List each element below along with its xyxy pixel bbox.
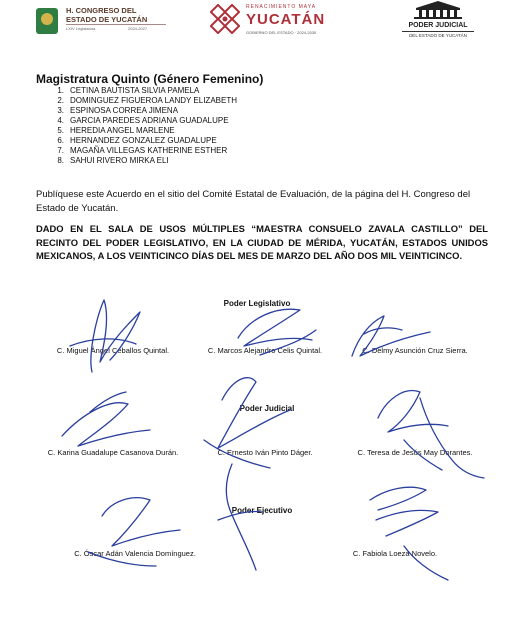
signatory-name: C. Marcos Alejandro Celis Quintal. <box>207 346 323 355</box>
heading-poder-ejecutivo: Poder Ejecutivo <box>231 506 293 515</box>
poder-judicial-divider <box>402 31 474 32</box>
list-item: 2. DOMINGUEZ FIGUEROA LANDY ELIZABETH <box>57 96 237 105</box>
congreso-period: 2024-2027 <box>128 26 148 31</box>
signatory-name: C. Óscar Adán Valencia Domínguez. <box>74 549 196 558</box>
candidate-list <box>36 86 237 166</box>
signature-may <box>378 391 484 478</box>
signatory-name: C. Karina Guadalupe Casanova Durán. <box>47 448 179 457</box>
section-title: Magistratura Quinto (Género Femenino) <box>36 72 264 86</box>
list-item: 8. SAHUI RIVERO MIRKA ELI <box>57 156 169 165</box>
signature-ceballos <box>70 300 140 372</box>
signature-loeza <box>370 487 448 580</box>
list-item: 1. CETINA BAUTISTA SILVIA PAMELA <box>57 86 200 95</box>
list-item: 7. MAGAÑA VILLEGAS KATHERINE ESTHER <box>57 146 228 155</box>
congreso-title: H. CONGRESO DEL ESTADO DE YUCATÁN <box>66 6 148 24</box>
poder-judicial-title: PODER JUDICIAL <box>408 22 468 29</box>
maya-pattern-icon <box>210 4 240 34</box>
list-item: 6. HERNANDEZ GONZALEZ GUADALUPE <box>57 136 217 145</box>
heading-poder-judicial: Poder Judicial <box>239 404 295 413</box>
signature-casanova <box>62 392 150 446</box>
list-item: 4. GARCIA PAREDES ADRIANA GUADALUPE <box>57 116 229 125</box>
poder-judicial-logo <box>398 0 478 40</box>
publish-paragraph: Publíquese este Acuerdo en el sitio del Comité Estatal de Evaluación, de la página del H. Congreso del Estado de Yucatán. <box>36 189 471 214</box>
heading-poder-legislativo: Poder Legislativo <box>223 299 291 308</box>
signatory-name: C. Fabiola Loeza Novelo. <box>352 549 438 558</box>
signatory-name: C. Miguel Ángel Ceballos Quintal. <box>56 346 170 355</box>
congreso-logo <box>36 6 166 40</box>
list-item: 3. ESPINOSA CORREA JIMENA <box>57 106 179 115</box>
closing-paragraph: DADO EN EL SALA DE USOS MÚLTIPLES “MAESTRA CONSUELO ZAVALA CASTILLO” DEL RECINTO DEL PODER LEGISLATIVO, EN LA CIUDAD DE MÉRIDA, YUCATÁN, ESTADOS UNIDOS MEXICANOS, A LOS VEINTICINCO DÍAS DEL MES DE MARZO DEL AÑO DOS MIL VEINTICINCO. <box>36 223 488 261</box>
congreso-seal-icon <box>36 8 58 34</box>
yucatan-government-logo <box>210 2 360 42</box>
signatory-name: C. Teresa de Jesús May Dorantes. <box>357 448 473 457</box>
yucatan-period: GOBIERNO DEL ESTADO · 2024-2030 <box>246 30 317 35</box>
congreso-legislatura: LXIV Legislatura <box>66 26 96 31</box>
yucatan-wordmark: YUCATÁN <box>246 11 326 28</box>
list-item: 5. HEREDIA ANGEL MARLENE <box>57 126 175 135</box>
congreso-divider <box>66 24 166 25</box>
yucatan-slogan: RENACIMIENTO MAYA <box>246 4 317 10</box>
courthouse-icon <box>412 0 464 20</box>
signatory-name: C. Ernesto Iván Pinto Dáger. <box>217 448 313 457</box>
signatory-name: C. Delmy Asunción Cruz Sierra. <box>362 346 468 355</box>
poder-judicial-subtitle: DEL ESTADO DE YUCATÁN <box>409 33 467 38</box>
